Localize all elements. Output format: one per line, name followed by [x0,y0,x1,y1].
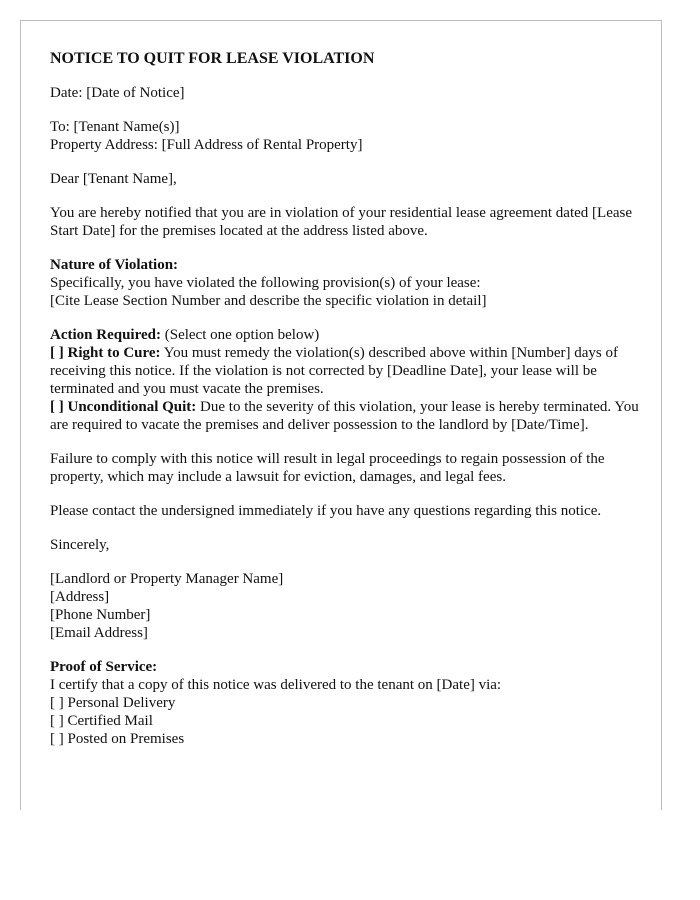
quit-text: Due to the severity of this violation, your lease is hereby terminated. You are required to vacate the premises and deliver possession to the landlord by [Date/Time]. [50,399,639,433]
proof-statement: I certify that a copy of this notice was delivered to the tenant on [Date] via: [50,677,502,693]
signature-email: [Email Address] [50,625,148,641]
signature-block [50,570,650,642]
recipient-block [50,118,650,154]
closing: Sincerely, [50,537,110,553]
action-heading: Action Required: [50,327,161,343]
proof-heading: Proof of Service: [50,659,158,675]
to-line: To: [Tenant Name(s)] [50,119,180,135]
document-title: NOTICE TO QUIT FOR LEASE VIOLATION [50,50,375,67]
action-section [50,326,650,434]
quit-checkbox: [ ] [50,399,68,415]
proof-of-service-section [50,658,650,748]
salutation: Dear [Tenant Name], [50,171,177,187]
action-heading-line [50,326,650,344]
date-line: Date: [Date of Notice] [50,85,185,101]
quit-label: Unconditional Quit: [67,399,197,415]
nature-line-1: Specifically, you have violated the following provision(s) of your lease: [50,275,481,291]
signature-name: [Landlord or Property Manager Name] [50,571,284,587]
cure-checkbox: [ ] [50,345,68,361]
cure-text: You must remedy the violation(s) described above within [Number] days of receiving this notice. If the violation is not corrected by [Deadline Date], your lease will be terminated and you must vacate the premises. [50,345,618,397]
nature-heading: Nature of Violation: [50,257,179,273]
proof-option-certified-mail: [ ] Certified Mail [50,713,153,729]
document-page [20,20,662,810]
cure-label: Right to Cure: [67,345,161,361]
property-address-line: Property Address: [Full Address of Rental Property] [50,137,363,153]
nature-line-2: [Cite Lease Section Number and describe the specific violation in detail] [50,293,487,309]
failure-paragraph: Failure to comply with this notice will result in legal proceedings to regain possession of the property, which may include a lawsuit for eviction, damages, and legal fees. [50,451,605,485]
document-body [50,49,650,764]
signature-phone: [Phone Number] [50,607,151,623]
nature-section [50,256,650,310]
intro-paragraph: You are hereby notified that you are in violation of your residential lease agreement dated [Lease Start Date] for the premises located at the address listed above. [50,205,633,239]
right-to-cure-option [50,344,650,398]
signature-address: [Address] [50,589,110,605]
unconditional-quit-option [50,398,650,434]
action-heading-note: (Select one option below) [160,327,320,343]
proof-option-posted-on-premises: [ ] Posted on Premises [50,731,185,747]
proof-option-personal-delivery: [ ] Personal Delivery [50,695,176,711]
contact-paragraph: Please contact the undersigned immediately if you have any questions regarding this notice. [50,503,602,519]
